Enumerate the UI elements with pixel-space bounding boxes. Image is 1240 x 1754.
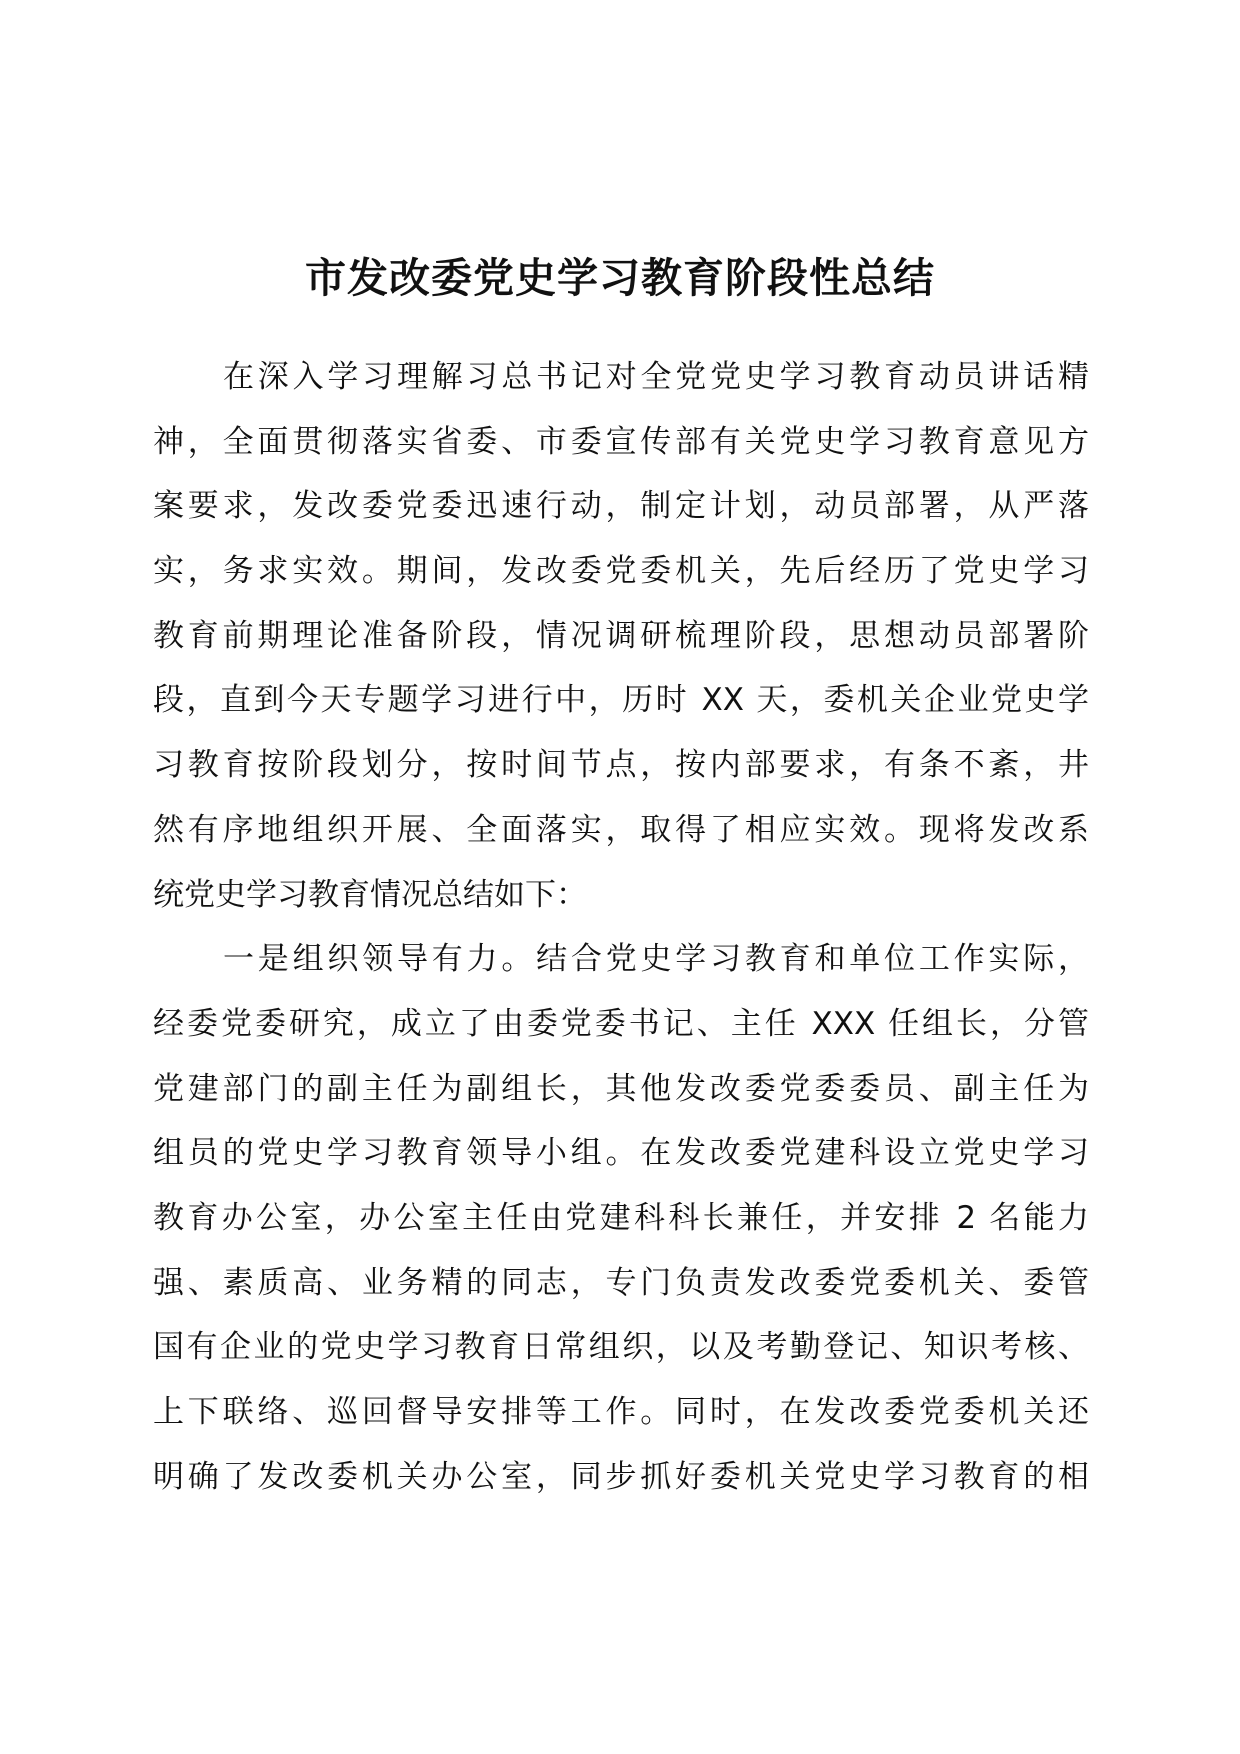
paragraph-2-line-3: 党建部门的副主任为副组长，其他发改委党委委员、副主任为 (153, 1070, 1089, 1107)
paragraph-2-line-8: 上下联络、巡回督导安排等工作。同时，在发改委党委机关还 (153, 1394, 1089, 1430)
paragraph-1-line-8: 然有序地组织开展、全面落实，取得了相应实效。现将发改系 (153, 811, 1089, 848)
paragraph-2-line-6: 强、素质高、业务精的同志，专门负责发改委党委机关、委管 (153, 1264, 1089, 1301)
document-title: 市发改委党史学习教育阶段性总结 (305, 254, 935, 302)
paragraph-2-line-1: 一是组织领导有力。结合党史学习教育和单位工作实际， (223, 941, 1089, 978)
paragraph-1-line-6: 段，直到今天专题学习进行中，历时 XX 天，委机关企业党史学 (153, 682, 1089, 719)
paragraph-2-line-2: 经委党委研究，成立了由委党委书记、主任 XXX 任组长，分管 (153, 1005, 1089, 1042)
paragraph-1-line-4: 实，务求实效。期间，发改委党委机关，先后经历了党史学习 (153, 553, 1089, 590)
paragraph-1-line-7: 习教育按阶段划分，按时间节点，按内部要求，有条不紊，井 (153, 747, 1089, 784)
paragraph-2-line-5: 教育办公室，办公室主任由党建科科长兼任，并安排 2 名能力 (153, 1199, 1089, 1236)
paragraph-1-line-2: 神，全面贯彻落实省委、市委宣传部有关党史学习教育意见方 (153, 423, 1089, 460)
paragraph-1-line-5: 教育前期理论准备阶段，情况调研梳理阶段，思想动员部署阶 (153, 617, 1089, 654)
document-body (153, 345, 1089, 1509)
paragraph-2-line-7: 国有企业的党史学习教育日常组织，以及考勤登记、知识考核、 (153, 1329, 1089, 1366)
paragraph-1-line-3: 案要求，发改委党委迅速行动，制定计划，动员部署，从严落 (153, 488, 1089, 525)
paragraph-1-line-9: 统党史学习教育情况总结如下： (153, 876, 587, 913)
paragraph-2-line-9: 明确了发改委机关办公室，同步抓好委机关党史学习教育的相 (153, 1458, 1089, 1495)
paragraph-2-line-4: 组员的党史学习教育领导小组。在发改委党建科设立党史学习 (153, 1135, 1089, 1172)
paragraph-1-line-1: 在深入学习理解习总书记对全党党史学习教育动员讲话精 (223, 359, 1089, 395)
